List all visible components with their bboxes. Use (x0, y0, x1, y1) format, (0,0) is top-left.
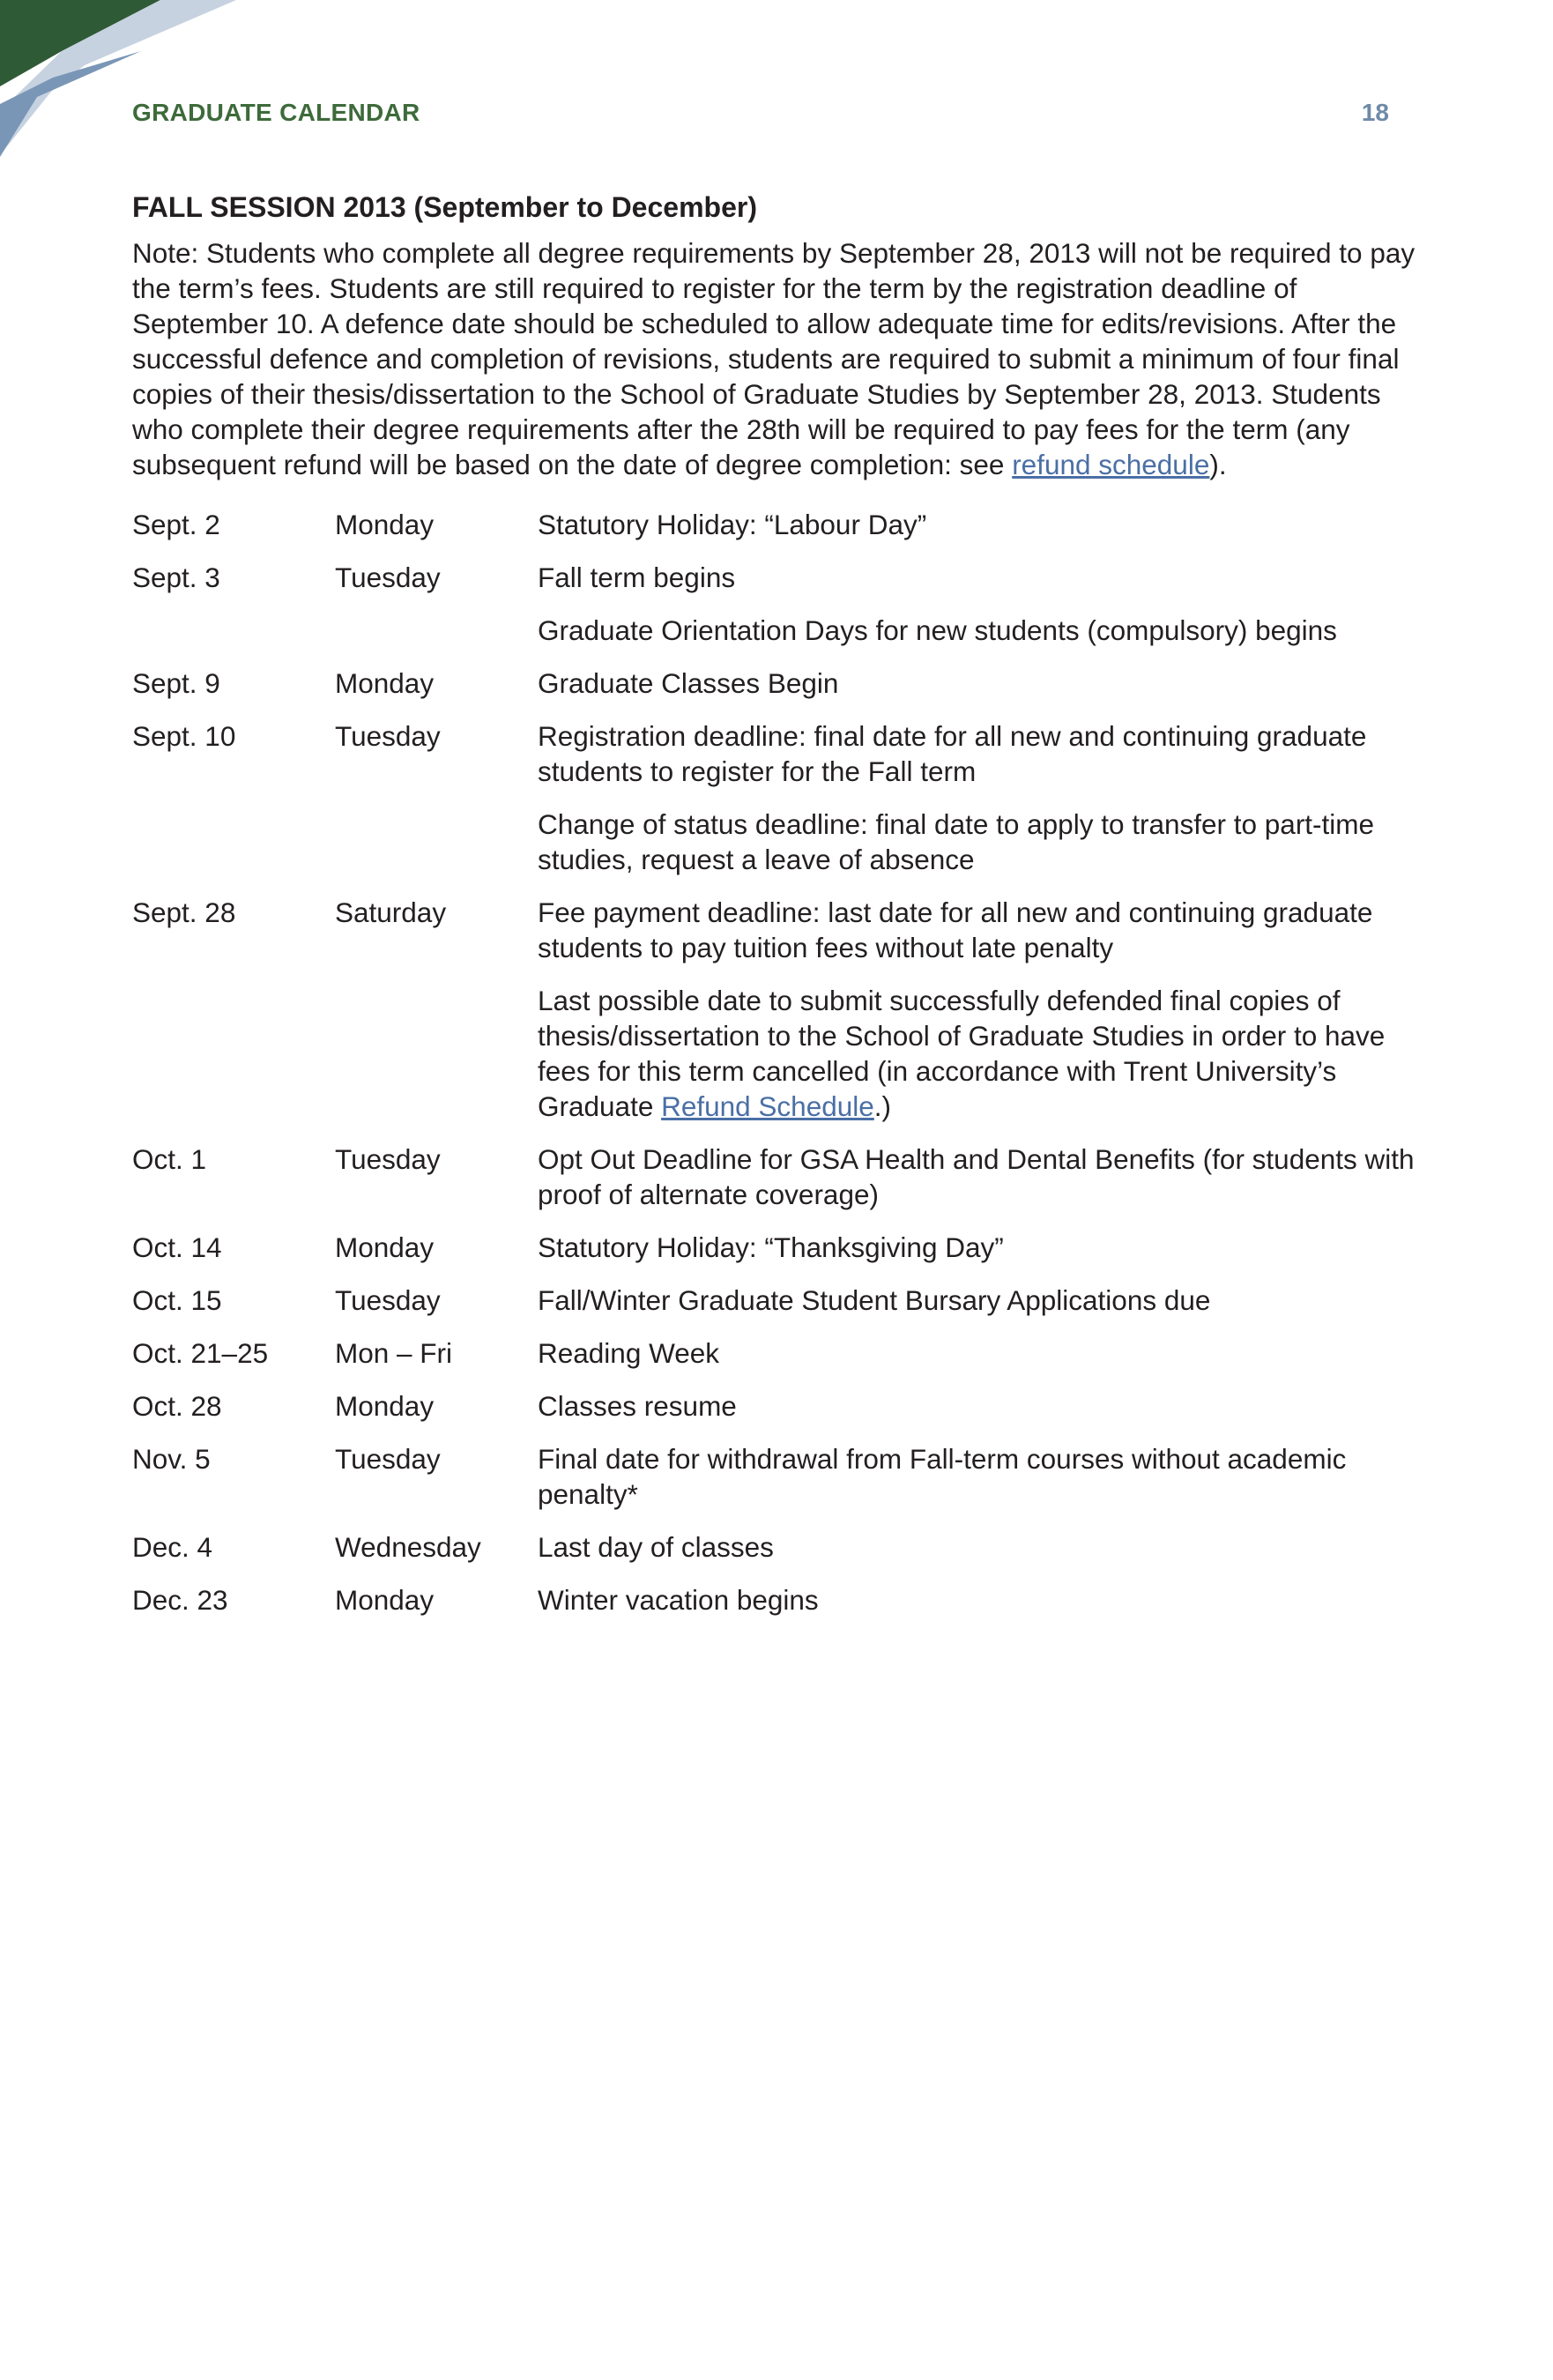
schedule-event (538, 1441, 1419, 1512)
schedule-event (538, 895, 1419, 965)
schedule-event-text: Last day of classes (538, 1531, 774, 1563)
schedule-row (132, 507, 1419, 542)
schedule-event-text: Winter vacation begins (538, 1584, 819, 1616)
schedule-date: Dec. 4 (132, 1531, 213, 1563)
schedule-events (538, 1230, 1419, 1265)
schedule-event (538, 666, 1419, 701)
schedule-row (132, 1142, 1419, 1212)
schedule-event (538, 1388, 1419, 1424)
schedule-events (538, 1582, 1419, 1618)
refund-schedule-link[interactable]: Refund Schedule (661, 1090, 874, 1122)
schedule-event (538, 1529, 1419, 1565)
schedule-row (132, 1529, 1419, 1565)
schedule-event (538, 807, 1419, 877)
schedule-event-text: Reading Week (538, 1337, 720, 1369)
schedule-event-text: Classes resume (538, 1390, 737, 1422)
schedule-date: Nov. 5 (132, 1443, 211, 1475)
schedule-row (132, 666, 1419, 701)
schedule-events (538, 1529, 1419, 1565)
schedule-events (538, 1388, 1419, 1424)
schedule-day: Monday (335, 1584, 435, 1616)
section-title: FALL SESSION 2013 (September to December) (132, 191, 757, 223)
schedule-event (538, 1283, 1419, 1318)
schedule-event (538, 507, 1419, 542)
schedule-date: Oct. 21–25 (132, 1337, 269, 1369)
schedule-date: Oct. 14 (132, 1231, 222, 1263)
schedule-day: Monday (335, 1390, 435, 1422)
schedule-event-text: Statutory Holiday: “Thanksgiving Day” (538, 1231, 1004, 1263)
schedule-date: Sept. 2 (132, 509, 220, 540)
schedule-events (538, 560, 1419, 648)
schedule-event-text: Final date for withdrawal from Fall-term courses without academic penalty* (538, 1443, 1347, 1510)
schedule-event (538, 613, 1419, 648)
schedule-date: Sept. 10 (132, 720, 236, 752)
schedule-event-after: .) (873, 1090, 892, 1122)
schedule-events (538, 1441, 1419, 1512)
page-number: 18 (1361, 99, 1389, 126)
schedule-event (538, 560, 1419, 595)
schedule-row (132, 1230, 1419, 1265)
schedule-day: Monday (335, 1231, 435, 1263)
schedule-event-text: Fall/Winter Graduate Student Bursary Applications due (538, 1284, 1211, 1316)
intro-note (132, 235, 1419, 482)
schedule-event-text: Registration deadline: final date for all new and continuing graduate students to register for the Fall term (538, 720, 1367, 787)
schedule-date: Sept. 3 (132, 562, 220, 593)
schedule-day: Tuesday (335, 1443, 441, 1475)
schedule-row (132, 1283, 1419, 1318)
schedule-events (538, 1335, 1419, 1371)
schedule-row (132, 1335, 1419, 1371)
schedule-day: Mon – Fri (335, 1337, 453, 1369)
schedule-events (538, 1142, 1419, 1212)
schedule-day: Tuesday (335, 720, 441, 752)
schedule-date: Oct. 28 (132, 1390, 222, 1422)
schedule-row (132, 718, 1419, 877)
schedule-event-text: Graduate Orientation Days for new students (compulsory) begins (538, 614, 1337, 646)
schedule-events (538, 895, 1419, 1124)
schedule-date: Dec. 23 (132, 1584, 228, 1616)
schedule-events (538, 666, 1419, 701)
schedule-row (132, 1441, 1419, 1512)
schedule-day: Tuesday (335, 562, 441, 593)
main-content (132, 188, 1419, 1635)
schedule-row (132, 895, 1419, 1124)
schedule-event (538, 1582, 1419, 1618)
schedule-event-text: Last possible date to submit successfully defended final copies of thesis/dissertation to the School of Graduate Studies in order to have fees for this term cancelled (in accordance with Trent University’s Graduate (538, 985, 1386, 1122)
schedule-row (132, 1582, 1419, 1618)
schedule-events (538, 718, 1419, 877)
schedule-day: Wednesday (335, 1531, 481, 1563)
schedule-date: Oct. 15 (132, 1284, 222, 1316)
schedule-event-text: Change of status deadline: final date to apply to transfer to part-time studies, request a leave of absence (538, 808, 1375, 875)
schedule-day: Tuesday (335, 1284, 441, 1316)
corner-decoration (0, 0, 264, 167)
schedule-events (538, 1283, 1419, 1318)
schedule-event-text: Graduate Classes Begin (538, 667, 839, 699)
schedule-day: Monday (335, 667, 435, 699)
schedule-row (132, 560, 1419, 648)
schedule-event (538, 1142, 1419, 1212)
page-header (132, 99, 1389, 134)
intro-after: ). (1209, 449, 1227, 480)
schedule-day: Monday (335, 509, 435, 540)
schedule-day: Tuesday (335, 1143, 441, 1175)
schedule-date: Sept. 28 (132, 896, 236, 928)
schedule-table (132, 507, 1419, 1618)
refund-schedule-link[interactable]: refund schedule (1012, 449, 1210, 480)
schedule-event (538, 1335, 1419, 1371)
schedule-event-text: Fee payment deadline: last date for all new and continuing graduate students to pay tuition fees without late penalty (538, 896, 1373, 963)
schedule-day: Saturday (335, 896, 447, 928)
intro-text: Note: Students who complete all degree requirements by September 28, 2013 will not be required to pay the term’s fees. Students are still required to register for the term by the registration deadline of September 10. A defence date should be scheduled to allow adequate time for edits/revisions. After the successful defence and completion of revisions, students are required to submit a minimum of four final copies of their thesis/dissertation to the School of Graduate Studies by September 28, 2013. Students who complete their degree requirements after the 28th will be required to pay fees for the term (any subsequent refund will be based on the date of degree completion: see (132, 237, 1416, 480)
schedule-date: Oct. 1 (132, 1143, 207, 1175)
header-title: GRADUATE CALENDAR (132, 99, 420, 126)
schedule-event-text: Statutory Holiday: “Labour Day” (538, 509, 927, 540)
schedule-event (538, 718, 1419, 789)
schedule-date: Sept. 9 (132, 667, 220, 699)
schedule-events (538, 507, 1419, 542)
schedule-event (538, 983, 1419, 1124)
schedule-event-text: Opt Out Deadline for GSA Health and Dental Benefits (for students with proof of alternate coverage) (538, 1143, 1415, 1210)
schedule-row (132, 1388, 1419, 1424)
schedule-event-text: Fall term begins (538, 562, 736, 593)
schedule-event (538, 1230, 1419, 1265)
